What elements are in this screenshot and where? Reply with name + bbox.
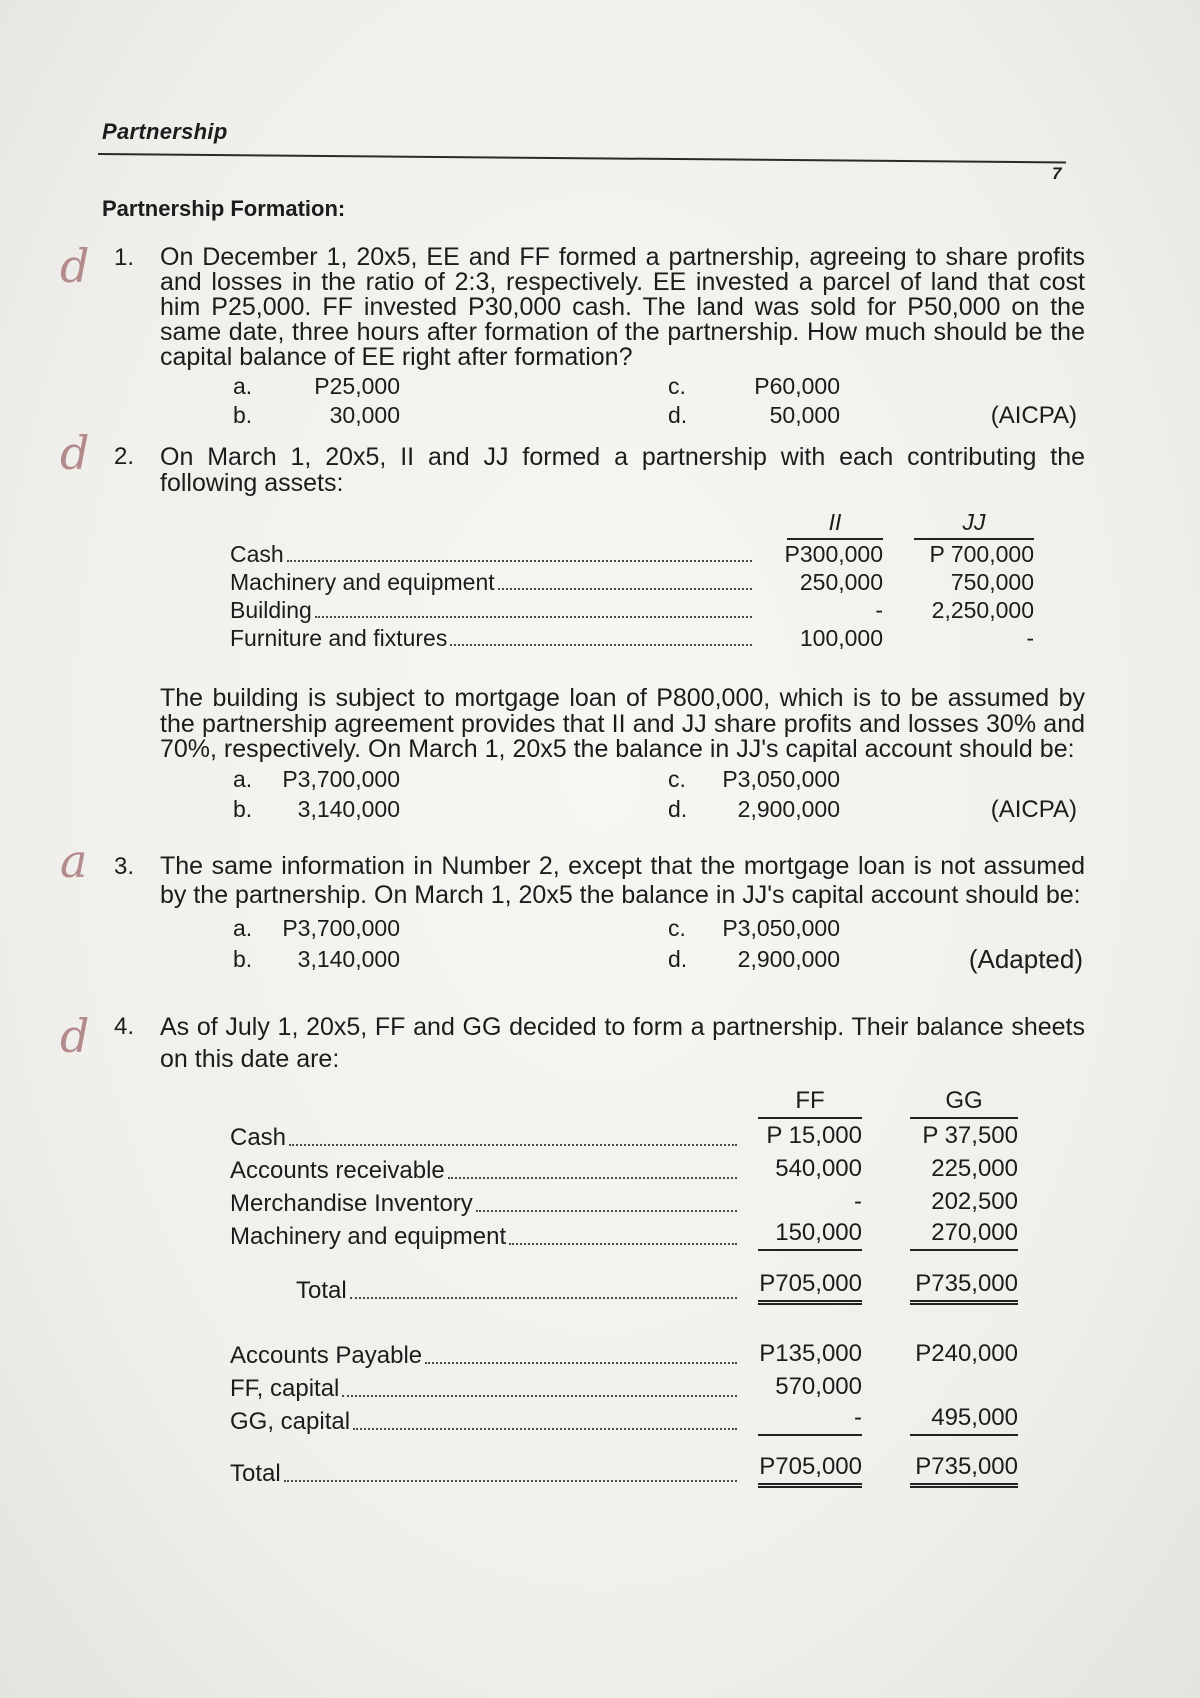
- total-row: [230, 1450, 1018, 1488]
- header-rule: [98, 153, 1066, 163]
- row-label-cell: [230, 1375, 745, 1403]
- choice-letter: a.: [233, 914, 253, 941]
- total-label: Total: [296, 1276, 347, 1304]
- ii-value: P300,000: [784, 541, 883, 567]
- ff-value-cell: [745, 1373, 862, 1403]
- jj-value: P 700,000: [929, 541, 1034, 567]
- table-row: [230, 596, 1034, 624]
- choice-value: 2,900,000: [737, 796, 840, 822]
- row-label: Cash: [230, 541, 284, 567]
- row-label: Building: [230, 597, 312, 623]
- table-row: [230, 1370, 1018, 1403]
- answer-choices: [160, 765, 1085, 825]
- row-label-cell: [230, 1157, 745, 1185]
- choice-letter: a.: [233, 373, 253, 399]
- choice-value: 3,140,000: [297, 945, 400, 972]
- answer-choices: [160, 372, 1085, 430]
- row-label-cell: [230, 625, 760, 652]
- table-header: [230, 506, 1034, 540]
- handwritten-answer: d: [60, 239, 90, 293]
- row-label-cell: [230, 1342, 745, 1370]
- ff-total: P705,000: [758, 1453, 862, 1488]
- choice-letter: c.: [668, 914, 686, 941]
- column-header-gg: [862, 1087, 1018, 1119]
- handwritten-answer: a: [60, 833, 88, 888]
- choice-letter: d.: [668, 402, 688, 428]
- choice-value: 30,000: [329, 402, 400, 428]
- ff-value: -: [758, 1404, 862, 1436]
- gg-value: P240,000: [915, 1339, 1018, 1367]
- ff-value: P135,000: [759, 1339, 862, 1367]
- gg-value: P 37,500: [922, 1121, 1018, 1149]
- dot-leader: [287, 560, 752, 562]
- ff-value-cell: [745, 1453, 862, 1488]
- table-row: [230, 1403, 1018, 1436]
- question-source: (AICPA): [990, 401, 1077, 429]
- ff-value: -: [854, 1187, 862, 1215]
- ff-total: P705,000: [758, 1270, 862, 1305]
- jj-value: 2,250,000: [931, 597, 1034, 623]
- gg-value-cell: [862, 1155, 1018, 1185]
- answer-choices: [160, 913, 1085, 975]
- row-label: Furniture and fixtures: [230, 625, 448, 651]
- row-label: Machinery and equipment: [230, 569, 495, 595]
- row-label-cell: [230, 1124, 745, 1152]
- choice-row: [160, 401, 1085, 430]
- row-label-cell: [230, 1190, 745, 1218]
- choice-row: [160, 765, 1085, 795]
- running-header-title: Partnership: [102, 119, 228, 144]
- row-label-cell: [230, 1223, 745, 1251]
- question-number: 3.: [114, 852, 135, 880]
- choice-value: P3,050,000: [722, 914, 840, 941]
- ff-value-cell: [745, 1340, 862, 1370]
- choice-letter: b.: [233, 796, 253, 822]
- dot-leader: [284, 1480, 737, 1482]
- table-row: [230, 1218, 1018, 1251]
- table-row: [230, 1152, 1018, 1185]
- choice-value: 2,900,000: [737, 945, 840, 972]
- dot-leader: [450, 644, 752, 646]
- table-row: [230, 1119, 1018, 1152]
- row-label: FF, capital: [230, 1374, 340, 1402]
- gg-value: 202,500: [931, 1187, 1018, 1215]
- row-label-cell: [230, 541, 760, 568]
- ff-value-cell: [745, 1122, 862, 1152]
- choice-value: P25,000: [314, 373, 400, 399]
- choice-letter: c.: [668, 766, 686, 792]
- column-header-ff: [745, 1087, 862, 1119]
- question-1: [0, 239, 1085, 430]
- dot-leader: [448, 1177, 737, 1179]
- choice-value: P3,050,000: [722, 766, 840, 792]
- dot-leader: [315, 616, 752, 618]
- table-row: [230, 624, 1034, 652]
- question-text: The same information in Number 2, except that the mortgage loan is not assumed by the partnership. On March 1, 20x5 the balance in JJ's capital account should be:: [160, 851, 1085, 909]
- row-label-cell: [230, 1277, 745, 1305]
- dot-leader: [342, 1395, 737, 1397]
- row-label: Accounts Payable: [230, 1341, 423, 1369]
- ii-value: 100,000: [799, 625, 883, 651]
- table-header: [230, 1081, 1018, 1119]
- question-number: 1.: [114, 244, 135, 271]
- row-label: GG, capital: [230, 1407, 351, 1435]
- question-text: As of July 1, 20x5, FF and GG decided to form a partnership. Their balance sheets on this date are:: [160, 1012, 1085, 1073]
- ii-value: 250,000: [799, 569, 883, 595]
- gg-value-cell: [862, 1453, 1018, 1488]
- dot-leader: [509, 1243, 737, 1245]
- ff-value-cell: [745, 1219, 862, 1251]
- dot-leader: [425, 1362, 737, 1364]
- ff-value: 540,000: [775, 1154, 862, 1182]
- row-label: Machinery and equipment: [230, 1222, 507, 1250]
- question-source: (Adapted): [968, 943, 1083, 974]
- row-label-cell: [230, 569, 760, 596]
- dot-leader: [353, 1428, 737, 1430]
- choice-value: P60,000: [754, 373, 840, 399]
- row-label-cell: [230, 597, 760, 624]
- row-label-cell: [230, 1460, 745, 1488]
- dot-leader: [476, 1210, 737, 1212]
- table-row: [230, 540, 1034, 568]
- choice-value: 3,140,000: [297, 796, 400, 822]
- question-source: (AICPA): [990, 795, 1077, 823]
- column-header-label: JJ: [914, 509, 1034, 540]
- question-number: 2.: [114, 443, 135, 470]
- gg-total: P735,000: [910, 1270, 1018, 1305]
- choice-letter: d.: [668, 796, 688, 822]
- gg-total: P735,000: [910, 1453, 1018, 1488]
- gg-value: [910, 1394, 1018, 1396]
- question-4: [0, 1008, 1085, 1488]
- ff-value-cell: [745, 1188, 862, 1218]
- dot-leader: [350, 1297, 737, 1299]
- question-list: [0, 239, 1200, 1488]
- question-intro: On March 1, 20x5, II and JJ formed a partnership with each contributing the following assets:: [160, 443, 1085, 497]
- gg-value-cell: [862, 1270, 1018, 1305]
- ff-value-cell: [745, 1270, 862, 1305]
- choice-value: P3,700,000: [282, 766, 400, 792]
- choice-letter: d.: [668, 945, 688, 972]
- column-header-label: GG: [910, 1087, 1018, 1119]
- gg-value: 270,000: [910, 1219, 1018, 1251]
- dot-leader: [289, 1144, 737, 1146]
- choice-row: [160, 913, 1085, 944]
- gg-value-cell: [862, 1340, 1018, 1370]
- gg-value-cell: [862, 1122, 1018, 1152]
- question-text: The building is subject to mortgage loan of P800,000, which is to be assumed by the partnership agreement provides that II and JJ share profits and losses 30% and 70%, respectively. On March 1, 20x5 the balance in JJ's capital account should be:: [160, 684, 1085, 763]
- handwritten-answer: d: [60, 426, 90, 480]
- gg-value: 495,000: [910, 1404, 1018, 1436]
- page-number: 7: [1052, 164, 1062, 183]
- column-header-ii: [760, 509, 883, 540]
- balance-sheets-table: [230, 1081, 1018, 1488]
- gg-value-cell: [862, 1188, 1018, 1218]
- question-3: [0, 833, 1085, 975]
- gg-value-cell: [862, 1404, 1018, 1436]
- choice-letter: b.: [233, 402, 253, 428]
- gg-value-cell: [862, 1375, 1018, 1403]
- choice-letter: c.: [668, 373, 686, 399]
- question-2: [0, 426, 1085, 825]
- handwritten-answer: d: [60, 1008, 90, 1063]
- choice-value: 50,000: [769, 402, 840, 428]
- ff-value-cell: [745, 1404, 862, 1436]
- ff-value: P 15,000: [766, 1121, 862, 1149]
- choice-value: P3,700,000: [282, 914, 400, 941]
- choice-letter: b.: [233, 945, 253, 972]
- ff-value-cell: [745, 1155, 862, 1185]
- question-text: On December 1, 20x5, EE and FF formed a partnership, agreeing to share profits and losses in the ratio of 2:3, respectively. EE invested a parcel of land that cost him P25,000. FF invested P30,000 cash. The land was sold for P50,000 on the same date, three hours after formation of the partnership. How much should be the capital balance of EE right after formation?: [160, 243, 1085, 371]
- row-label: Accounts receivable: [230, 1156, 445, 1184]
- table-row: [230, 568, 1034, 596]
- question-number: 4.: [114, 1012, 135, 1040]
- table-row: [230, 1337, 1018, 1370]
- gg-value-cell: [862, 1219, 1018, 1251]
- total-row: [230, 1267, 1018, 1305]
- column-header-label: II: [787, 509, 883, 540]
- total-label: Total: [230, 1459, 281, 1487]
- row-label: Cash: [230, 1123, 287, 1151]
- column-header-jj: [883, 509, 1034, 540]
- choice-row: [160, 372, 1085, 401]
- choice-row: [160, 944, 1085, 975]
- row-label: Merchandise Inventory: [230, 1189, 473, 1217]
- contributed-assets-table: [230, 506, 1034, 652]
- column-header-label: FF: [758, 1087, 862, 1119]
- jj-value: 750,000: [950, 569, 1034, 595]
- row-label-cell: [230, 1408, 745, 1436]
- section-title: Partnership Formation:: [102, 196, 346, 221]
- choice-letter: a.: [233, 766, 253, 792]
- ii-value: -: [875, 597, 883, 623]
- choice-row: [160, 795, 1085, 825]
- table-row: [230, 1185, 1018, 1218]
- ff-value: 150,000: [758, 1219, 862, 1251]
- dot-leader: [498, 588, 752, 590]
- ff-value: 570,000: [775, 1372, 862, 1400]
- gg-value: 225,000: [931, 1154, 1018, 1182]
- jj-value: -: [1026, 625, 1034, 651]
